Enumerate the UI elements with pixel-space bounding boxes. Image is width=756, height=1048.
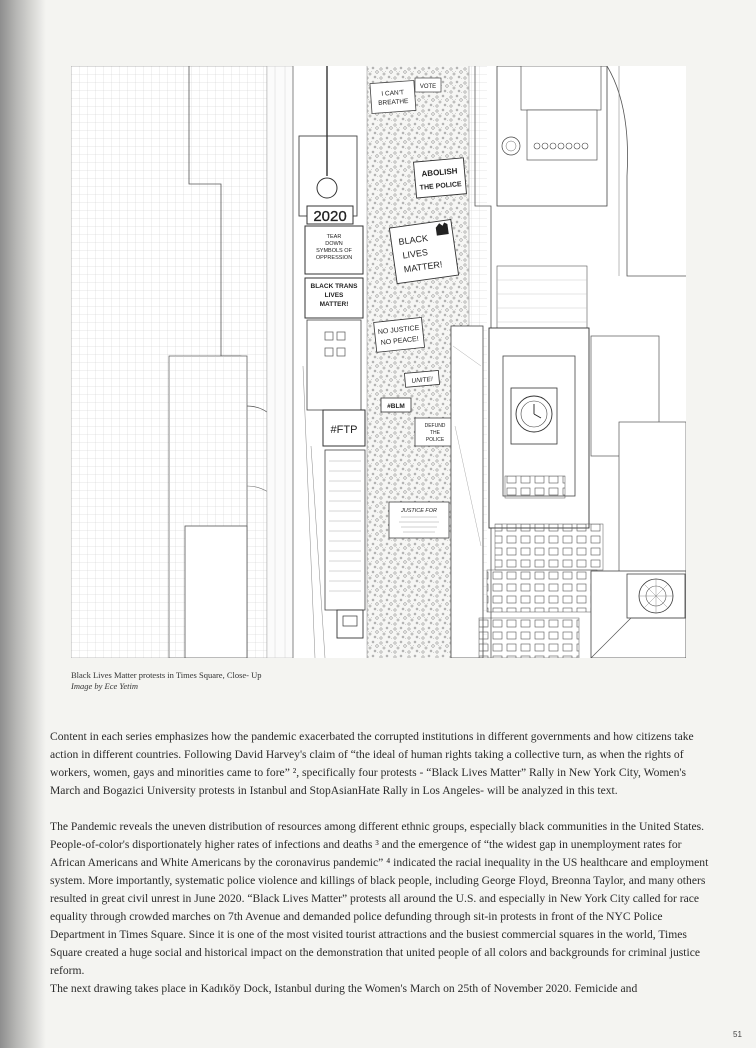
svg-text:UNITE!: UNITE! bbox=[411, 375, 434, 385]
svg-text:THE POLICE: THE POLICE bbox=[419, 181, 462, 192]
svg-text:OPPRESSION: OPPRESSION bbox=[315, 255, 353, 261]
paragraph-3: The next drawing takes place in Kadıköy Dock, Istanbul during the Women's March on 25th of November 2020. Femicide and bbox=[50, 982, 638, 995]
svg-text:SYMBOLS OF: SYMBOLS OF bbox=[316, 248, 352, 254]
svg-text:JUSTICE FOR: JUSTICE FOR bbox=[400, 508, 438, 514]
svg-text:NO PEACE!: NO PEACE! bbox=[380, 335, 420, 347]
book-spine-shadow bbox=[0, 0, 46, 1048]
svg-text:I CAN'T: I CAN'T bbox=[381, 89, 405, 98]
svg-text:MATTER!: MATTER! bbox=[319, 301, 349, 308]
svg-text:POLICE: POLICE bbox=[425, 437, 445, 443]
svg-text:#BLM: #BLM bbox=[387, 403, 405, 410]
svg-text:TEAR: TEAR bbox=[326, 234, 342, 240]
svg-text:BLACK TRANS: BLACK TRANS bbox=[310, 283, 358, 290]
sign-ftp: #FTP bbox=[330, 424, 358, 436]
svg-text:BLACK: BLACK bbox=[397, 232, 429, 247]
svg-text:NO JUSTICE: NO JUSTICE bbox=[377, 324, 420, 337]
svg-text:LIVES: LIVES bbox=[401, 247, 429, 261]
svg-text:DEFUND: DEFUND bbox=[424, 423, 446, 429]
svg-text:DOWN: DOWN bbox=[325, 241, 343, 247]
figure-caption bbox=[71, 670, 471, 692]
svg-text:MATTER!: MATTER! bbox=[403, 259, 444, 275]
svg-text:LIVES: LIVES bbox=[324, 292, 344, 299]
paragraph-1: Content in each series emphasizes how the pandemic exacerbated the corrupted institutions in different governments and how citizens take action in different countries. Following David Harvey's claim of “the ideal of human rights taking a collective turn, as when the rights of workers, women, gays and minorities came to fore” ², specifically four protests - “Black Lives Matter” Rally in New York City, Women's March and Bogazici University protests in Istanbul and StopAsianHate Rally in Los Angeles- will be analyzed in this text. bbox=[50, 730, 694, 797]
page-number: 51 bbox=[733, 1030, 742, 1039]
paragraph-2: The Pandemic reveals the uneven distribution of resources among different ethnic groups, especially black communities in the United States. People-of-color's disportionately higher rates of infections and deaths ³ and the emergence of “the widest gap in unemployment rates for African Americans and White Americans by the coronavirus pandemic” ⁴ indicated the racial inequality in the US healthcare and employment system. More importantly, systematic police violence and killings of black people, including George Floyd, Breonna Taylor, and many others resulted in great civil unrest in June 2020. “Black Lives Matter” protests all around the U.S. and especially in New York City called for race equality through crowded marches on 7th Avenue and demanded police defunding through sit-in protests in front of the NYC Police Department in Times Square. Since it is one of the most visited tourist attractions and the busiest commercial squares in the world, Times Square created a huge social and historical impact on the demonstration that united people of all colors and backgrounds for criminal justice reform. bbox=[50, 820, 709, 977]
caption-credit: Image by Ece Yetim bbox=[71, 681, 138, 691]
svg-text:ABOLISH: ABOLISH bbox=[421, 166, 458, 179]
sign-2020: 2020 bbox=[313, 208, 347, 225]
svg-text:THE: THE bbox=[430, 430, 440, 436]
svg-text:BREATHE: BREATHE bbox=[377, 97, 409, 108]
times-square-drawing bbox=[71, 66, 686, 658]
svg-text:VOTE: VOTE bbox=[419, 84, 437, 90]
body-text bbox=[50, 728, 718, 998]
caption-title: Black Lives Matter protests in Times Square, Close- Up bbox=[71, 670, 262, 680]
